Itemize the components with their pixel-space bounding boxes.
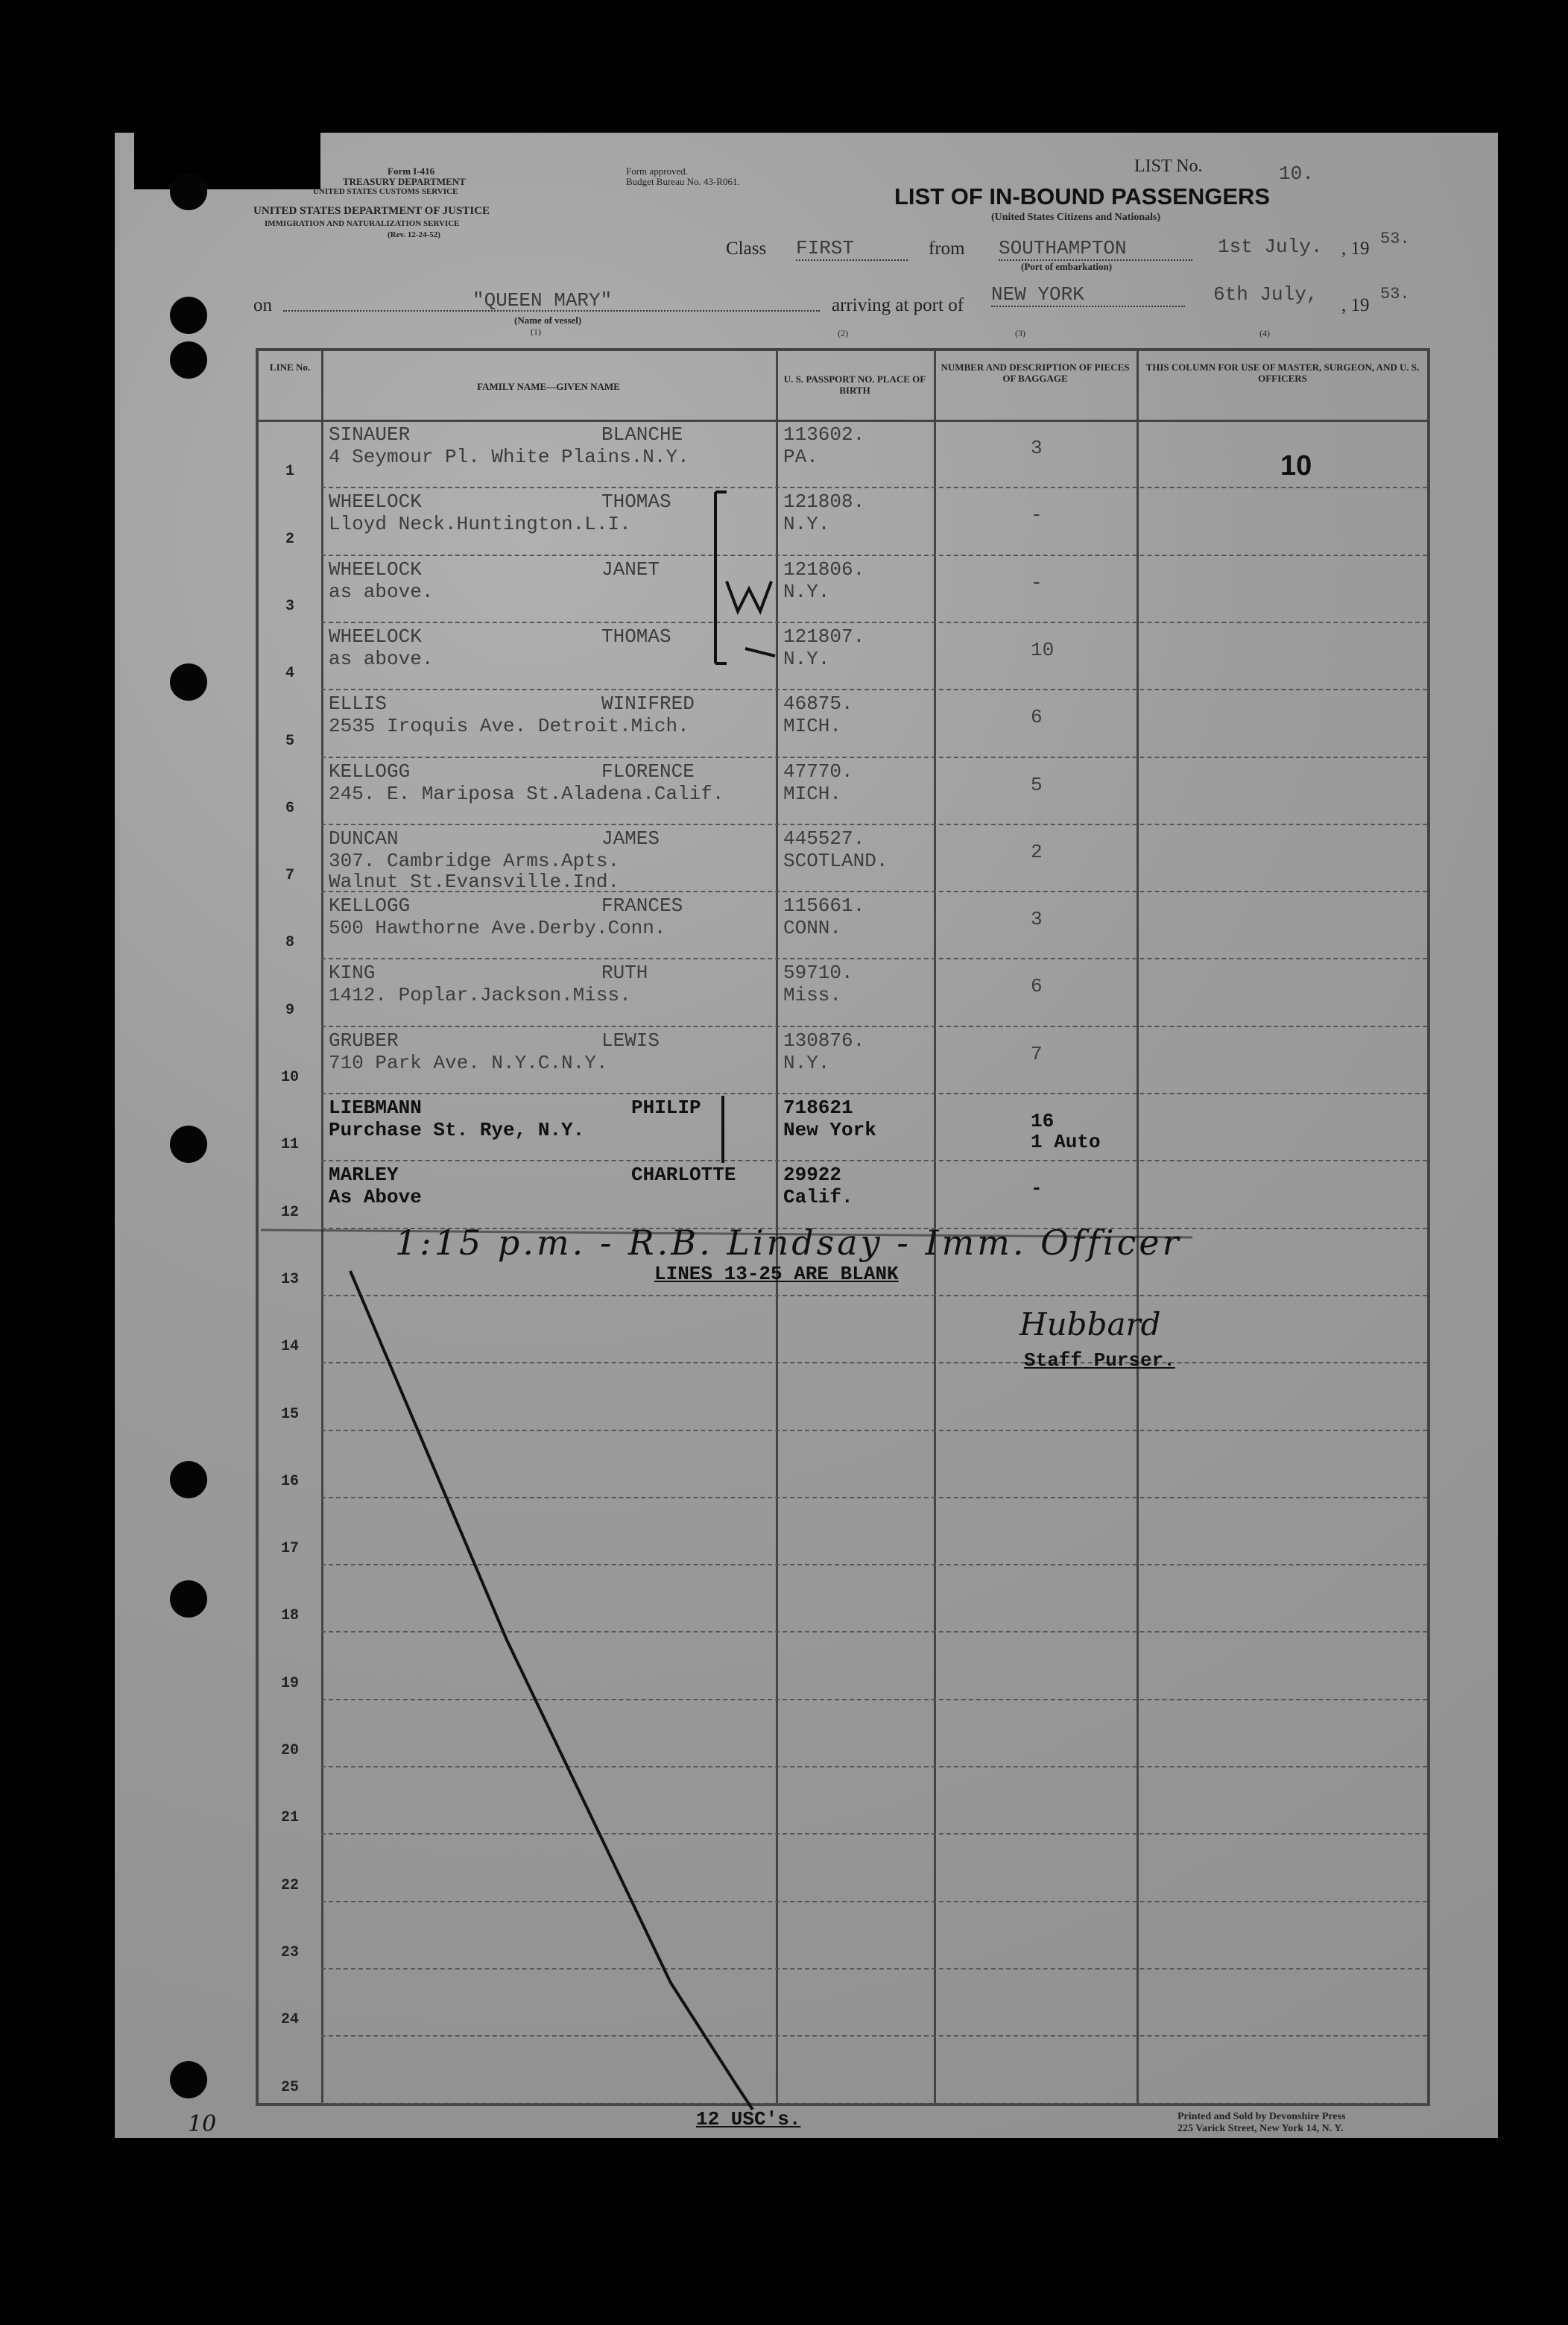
col-header-baggage: NUMBER AND DESCRIPTION OF PIECES OF BAGGAGE [941, 362, 1130, 384]
baggage-count: 6 [1031, 975, 1043, 998]
staff-purser-label: Staff Purser. [1024, 1349, 1175, 1372]
place-of-birth: N.Y. [783, 580, 830, 603]
lines-blank-note: LINES 13-25 ARE BLANK [654, 1263, 899, 1285]
printer-line-1: Printed and Sold by Devonshire Press [1177, 2111, 1346, 2122]
passport-number: 121808. [783, 490, 865, 514]
vessel-name: "QUEEN MARY" [472, 289, 613, 312]
baggage-count: 3 [1031, 437, 1043, 459]
from-value: SOUTHAMPTON [999, 237, 1192, 261]
line-number: 14 [280, 1338, 299, 1356]
baggage-count: 2 [1031, 840, 1043, 863]
dept-customs: UNITED STATES CUSTOMS SERVICE [313, 187, 458, 196]
purser-signature: Hubbard [1019, 1306, 1161, 1343]
given-name: PHILIP [631, 1097, 701, 1119]
page-subtitle: (United States Citizens and Nationals) [991, 212, 1161, 223]
place-of-birth: CONN. [783, 917, 842, 940]
family-name: MARLEY [329, 1164, 399, 1187]
family-name: ELLIS [329, 693, 388, 716]
given-name: CHARLOTTE [631, 1164, 736, 1187]
line-number: 22 [280, 1876, 299, 1894]
given-name: BLANCHE [601, 423, 683, 446]
line-number: 13 [280, 1270, 299, 1288]
depart-date: 1st July. [1218, 236, 1323, 258]
col-num-1: (1) [531, 326, 541, 337]
address: As Above [329, 1186, 422, 1209]
baggage-count: - [1031, 504, 1043, 527]
arrival-date: 6th July, [1213, 283, 1318, 306]
address: as above. [329, 580, 434, 603]
line-number: 15 [280, 1405, 299, 1423]
line-number: 8 [285, 934, 294, 952]
from-label: from [929, 239, 965, 259]
line-number: 4 [285, 665, 294, 683]
line-number: 10 [280, 1069, 299, 1086]
family-name: GRUBER [329, 1029, 399, 1052]
dept-treasury: TREASURY DEPARTMENT [343, 176, 466, 187]
budget-bureau: Budget Bureau No. 43-R061. [626, 176, 740, 187]
dept-ins: IMMIGRATION AND NATURALIZATION SERVICE [265, 219, 460, 228]
margin-number: 10 [188, 2111, 217, 2137]
place-of-birth: PA. [783, 446, 818, 468]
passport-number: 445527. [783, 827, 865, 850]
line-number: 9 [285, 1001, 294, 1019]
printer-line-2: 225 Varick Street, New York 14, N. Y. [1177, 2123, 1344, 2134]
line-number: 20 [280, 1742, 299, 1759]
passport-number: 29922 [783, 1164, 842, 1187]
line-number: 23 [280, 1943, 299, 1961]
family-name: WHEELOCK [329, 558, 422, 581]
given-name: FRANCES [601, 895, 683, 918]
given-name: JANET [601, 558, 660, 581]
passport-number: 121806. [783, 558, 865, 581]
list-number-value: 10. [1279, 163, 1314, 185]
line-number: 3 [285, 597, 294, 615]
line-number: 11 [280, 1136, 299, 1154]
depart-year: 53. [1380, 230, 1410, 248]
place-of-birth: Calif. [783, 1186, 853, 1209]
class-label: Class [726, 239, 767, 259]
line-number: 18 [280, 1607, 299, 1625]
col-num-3: (3) [1015, 328, 1025, 338]
place-of-birth: Miss. [783, 984, 842, 1007]
col-num-2: (2) [838, 328, 848, 338]
list-number-label: LIST No. [1134, 157, 1203, 176]
family-name: KELLOGG [329, 760, 411, 783]
baggage-count: 6 [1031, 706, 1043, 729]
arrival-year-prefix: , 19 [1341, 295, 1370, 315]
form-revision: (Rev. 12-24-52) [388, 230, 440, 239]
dept-justice: UNITED STATES DEPARTMENT OF JUSTICE [253, 205, 490, 217]
given-name: LEWIS [601, 1029, 660, 1052]
form-approved: Form approved. [626, 165, 689, 177]
line-number: 12 [280, 1203, 299, 1221]
arrival-year: 53. [1380, 285, 1410, 303]
family-name: SINAUER [329, 423, 411, 446]
address: as above. [329, 647, 434, 670]
col-header-officers: THIS COLUMN FOR USE OF MASTER, SURGEON, AND U. S. OFFICERS [1145, 362, 1420, 384]
given-name: THOMAS [601, 625, 671, 648]
baggage-count: 10 [1031, 638, 1055, 661]
address: 2535 Iroquis Ave. Detroit.Mich. [329, 715, 689, 738]
line-number: 21 [280, 1809, 299, 1827]
passport-number: 121807. [783, 625, 865, 648]
family-name: DUNCAN [329, 827, 399, 850]
family-name: LIEBMANN [329, 1097, 422, 1119]
address: Purchase St. Rye, N.Y. [329, 1119, 585, 1141]
baggage-description: 1 Auto [1031, 1131, 1101, 1153]
address: 1412. Poplar.Jackson.Miss. [329, 984, 631, 1007]
baggage-count: - [1031, 1177, 1043, 1200]
address: 307. Cambridge Arms.Apts. [329, 849, 620, 872]
given-name: THOMAS [601, 490, 671, 514]
page-title: LIST OF IN-BOUND PASSENGERS [894, 183, 1271, 209]
passport-number: 47770. [783, 760, 853, 783]
family-name: KING [329, 962, 376, 985]
address-line-2: Walnut St.Evansville.Ind. [329, 870, 620, 893]
place-of-birth: MICH. [783, 782, 842, 805]
form-number: Form I-416 [388, 165, 435, 177]
line-number: 24 [280, 2011, 299, 2029]
officer-count: 10 [1280, 450, 1312, 482]
col-header-name: FAMILY NAME—GIVEN NAME [477, 381, 620, 392]
port-value: NEW YORK [991, 283, 1185, 307]
passport-number: 59710. [783, 962, 853, 985]
passport-number: 115661. [783, 895, 865, 918]
col-num-4: (4) [1259, 328, 1270, 338]
from-caption: (Port of embarkation) [1021, 261, 1113, 272]
place-of-birth: New York [783, 1119, 876, 1141]
passport-number: 113602. [783, 423, 865, 446]
place-of-birth: SCOTLAND. [783, 849, 888, 872]
passport-number: 46875. [783, 693, 853, 716]
immigration-officer-stamp: 1:15 p.m. - R.B. Lindsay - Imm. Officer [395, 1223, 1182, 1263]
col-header-line-no: LINE No. [269, 362, 311, 373]
on-label: on [253, 295, 272, 315]
usc-total: 12 USC's. [696, 2108, 801, 2130]
passport-number: 130876. [783, 1029, 865, 1052]
given-name: RUTH [601, 962, 648, 985]
place-of-birth: N.Y. [783, 513, 830, 536]
line-number: 17 [280, 1540, 299, 1558]
baggage-count: - [1031, 571, 1043, 594]
line-number: 5 [285, 732, 294, 750]
line-number: 7 [285, 867, 294, 885]
given-name: WINIFRED [601, 693, 695, 716]
line-number: 6 [285, 799, 294, 817]
family-name: WHEELOCK [329, 490, 422, 514]
passport-number: 718621 [783, 1097, 853, 1119]
address: 245. E. Mariposa St.Aladena.Calif. [329, 782, 724, 805]
baggage-count: 16 [1031, 1110, 1055, 1132]
address: 500 Hawthorne Ave.Derby.Conn. [329, 917, 666, 940]
class-value: FIRST [796, 237, 908, 261]
line-number: 2 [285, 530, 294, 548]
line-number: 19 [280, 1674, 299, 1692]
baggage-count: 7 [1031, 1042, 1043, 1065]
col-header-passport: U. S. PASSPORT NO. PLACE OF BIRTH [783, 373, 926, 396]
line-number: 25 [280, 2078, 299, 2096]
vessel-caption: (Name of vessel) [514, 315, 582, 326]
place-of-birth: N.Y. [783, 1051, 830, 1074]
depart-year-prefix: , 19 [1341, 239, 1370, 259]
baggage-count: 5 [1031, 773, 1043, 796]
place-of-birth: MICH. [783, 715, 842, 738]
address: 4 Seymour Pl. White Plains.N.Y. [329, 446, 689, 468]
family-name: KELLOGG [329, 895, 411, 918]
address: 710 Park Ave. N.Y.C.N.Y. [329, 1051, 608, 1074]
given-name: FLORENCE [601, 760, 695, 783]
given-name: JAMES [601, 827, 660, 850]
line-number: 1 [285, 463, 294, 481]
line-number: 16 [280, 1472, 299, 1490]
arriving-label: arriving at port of [832, 295, 964, 315]
place-of-birth: N.Y. [783, 647, 830, 670]
address: Lloyd Neck.Huntington.L.I. [329, 513, 631, 536]
baggage-count: 3 [1031, 908, 1043, 931]
family-name: WHEELOCK [329, 625, 422, 648]
